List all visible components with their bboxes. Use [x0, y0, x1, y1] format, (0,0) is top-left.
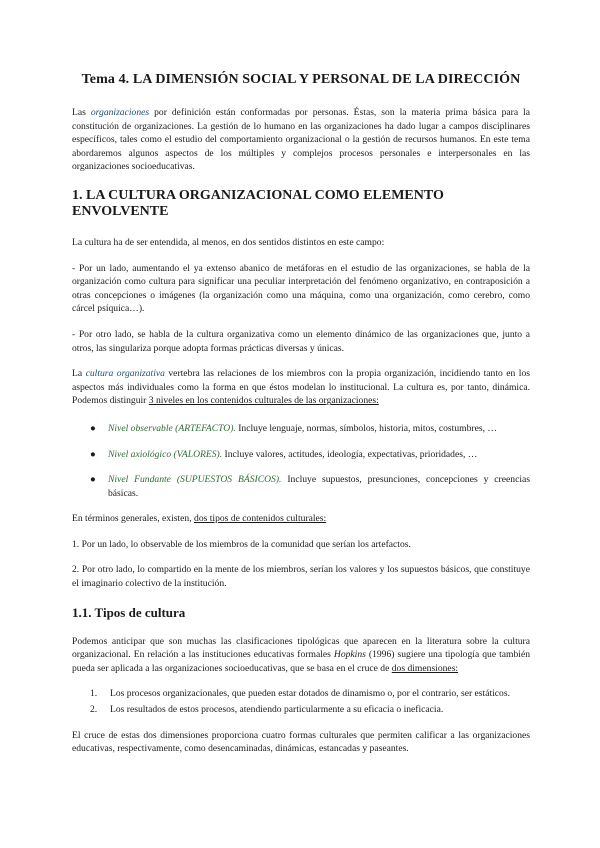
list-item: [90, 422, 530, 436]
level-label: Nivel Fundante (SUPUESTOS BÁSICOS).: [108, 474, 282, 486]
level-text: Incluye supuestos, presunciones, concepciones y creencias básicas.: [108, 474, 530, 499]
author-name: Hopkins: [333, 649, 366, 661]
section-1-paragraph-5: [72, 512, 530, 526]
dimensions-list: [72, 687, 530, 716]
bullet-icon: ●: [90, 448, 96, 460]
section-1-heading: 1. LA CULTURA ORGANIZACIONAL COMO ELEMENTO ENVOLVENTE: [72, 187, 444, 219]
p5-text-pre: En términos generales, existen,: [72, 513, 195, 525]
list-item: [90, 473, 530, 500]
intro-text-post: por definición están conformadas por personas. Éstas, son la materia prima básica para la constitución de organizaciones. La gestión de lo humano en las organizaciones ha dado lugar a campos disciplinares específicos, tales como el estudio del comportamiento organizacional o la gestión de recursos humanos. En este tema abordaremos algunos aspectos de los múltiples y complejos procesos personales e interpersonales en las organizaciones socioeducativas.: [72, 107, 530, 173]
level-label: Nivel observable (ARTEFACTO).: [108, 422, 236, 434]
list-item: [90, 448, 530, 462]
section-1-1-paragraph-1: [72, 635, 530, 676]
level-text: Incluye lenguaje, normas, símbolos, historia, mitos, costumbres, …: [235, 422, 497, 434]
level-label: Nivel axiológico (VALORES).: [108, 448, 223, 460]
item-text: Los resultados de estos procesos, atendiendo particularmente a su eficacia o ineficacia.: [110, 704, 444, 716]
level-text: Incluye valores, actitudes, ideología, expectativas, prioridades, …: [222, 448, 478, 460]
intro-text-pre: Las: [72, 107, 91, 118]
p4-underlined-text: 3 niveles en los contenidos culturales de las organizaciones:: [148, 395, 379, 407]
cultura-organizativa-link[interactable]: cultura organizativa: [85, 368, 165, 380]
list-item: [90, 687, 530, 701]
s11-text-pre: Podemos anticipar que son muchas las clasificaciones tipológicas que aparecen en la literatura sobre la cultura organizacional. En relación a las instituciones educativas formales: [72, 635, 530, 661]
bullet-icon: ●: [90, 422, 96, 434]
section-1-paragraph-4: [72, 367, 530, 408]
item-number: 1.: [90, 688, 98, 700]
item-text: Los procesos organizacionales, que pueden estar dotados de dinamismo o, por el contrario, ser estáticos.: [110, 688, 510, 700]
s11-underlined-text: dos dimensiones:: [391, 662, 459, 674]
culture-levels-list: [72, 422, 530, 500]
list-item: [90, 703, 530, 717]
item-number: 2.: [90, 704, 98, 716]
intro-paragraph: [72, 106, 530, 174]
page-title: Tema 4. LA DIMENSIÓN SOCIAL Y PERSONAL DE LA DIRECCIÓN: [81, 72, 521, 87]
p4-text-pre: La: [72, 368, 86, 380]
section-1-1-heading: 1.1. Tipos de cultura: [72, 604, 186, 620]
section-1-paragraph-1: La cultura ha de ser entendida, al menos, en dos sentidos distintos en este campo:: [72, 236, 385, 248]
section-1-paragraph-2: - Por un lado, aumentando el ya extenso abanico de metáforas en el estudio de las organizaciones, se habla de la organización como cultura para significar una peculiar interpretación del fenómeno organizativo, en contraposición a otras concepciones o imágenes (la organización como una máquina, como una organización, como cerebro, como cárcel psíquica…).: [72, 262, 530, 315]
section-1-paragraph-6: 1. Por un lado, lo observable de los miembros de la comunidad que serían los artefactos.: [72, 538, 411, 550]
section-1-paragraph-3: - Por otro lado, se habla de la cultura organizativa como un elemento dinámico de las organizaciones que, junto a otros, las singulariza porque adopta formas prácticas diversas y únicas.: [72, 328, 530, 354]
p4-text-mid: vertebra las relaciones de los miembros con la propia organización, incidiendo tanto en los aspectos más individuales como la forma en que éstos modelan lo institucional. La cultura es, por tanto, dinámica. Podemos distinguir: [72, 368, 530, 407]
p5-underlined-text: dos tipos de contenidos culturales:: [194, 513, 327, 525]
organizaciones-link[interactable]: organizaciones: [90, 107, 150, 118]
bullet-icon: ●: [90, 474, 96, 486]
section-1-1-paragraph-2: El cruce de estas dos dimensiones proporciona cuatro formas culturales que permiten calificar a las organizaciones educativas, respectivamente, como desencaminadas, dinámicas, estancadas y paseantes.: [72, 729, 530, 755]
section-1-paragraph-7: 2. Por otro lado, lo compartido en la mente de los miembros, serían los valores y los supuestos básicos, que constituye el imaginario colectivo de la institución.: [72, 564, 530, 590]
s11-text-mid: (1996) sugiere una tipología que también pueda ser aplicada a las organizaciones socioeducativas, que se basa en el cruce de: [72, 649, 530, 674]
